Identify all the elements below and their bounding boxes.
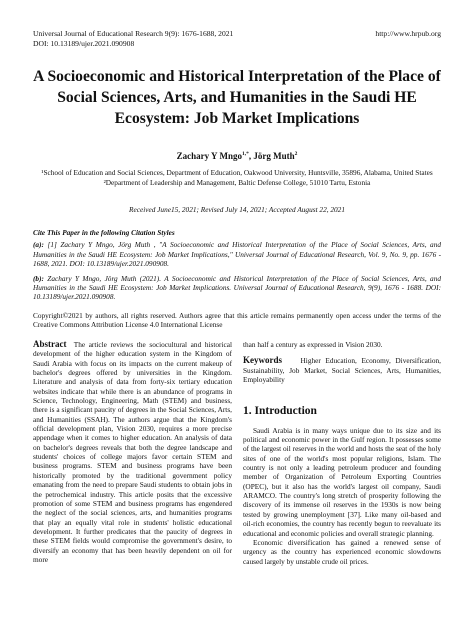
- citation-text: Zachary Y Mngo, Jörg Muth (2021). A Socioeconomic and Historical Interpretation of the Place of Social Sciences, Arts, and Humanities in the Saudi HE Ecosystem: Job Market Implications. Universal Journal of Educational Research, 9(9), 1676 - 1688. DOI: 10.13189/ujer.2021.090908.: [33, 273, 441, 302]
- abstract-text: The article reviews the sociocultural and historical development of the higher education system in the Kingdom of Saudi Arabia with focus on its impacts on the current makeup of bachelor's degrees offered by universities in the Kingdom. Literature and analysis of data from forty-six tertiary education websites indicate that while there is an abundance of programs in Science, Technology, Engineering, Math (STEM) and business, there is a significant paucity of degrees in the Social Sciences, Arts, and Humanities (SSAH). The authors argue that the Kingdom's official development plan, Vision 2030, requires a more precise appendage when it comes to higher education. An analysis of data on bachelor's degrees reveals that both the degree landscape and students' choices of college majors favor certain STEM and business programs. STEM and business programs have been historically promoted by the traditional government policy emanating from the need to prepare Saudi students to obtain jobs in the petrochemical industry. This article posits that the excessive promotion of some STEM and business programs has engendered the neglect of the social sciences, arts, and humanities programs that play an equally vital role in students' holistic educational development. It further predicates that the paucity of degrees in these STEM fields would compromise the government's desire, to diversify an economy that has been heavily dependent on oil for more: [33, 340, 232, 564]
- citation-block: [33, 228, 441, 307]
- author-affil-mark: 1,*: [241, 151, 249, 157]
- doi-line: DOI: 10.13189/ujer.2021.090908: [33, 39, 135, 48]
- author-line: [0, 151, 474, 161]
- received-dates: Received June15, 2021; Revised July 14, 2021; Accepted August 22, 2021: [129, 205, 345, 214]
- journal-url[interactable]: http://www.hrpub.org: [375, 29, 441, 38]
- author-name: Jörg Muth: [253, 151, 295, 161]
- citation-text: [1] Zachary Y Mngo, Jörg Muth , "A Socioeconomic and Historical Interpretation of the Place of Social Sciences, Arts, and Humanities in the Saudi HE Ecosystem: Job Market Implications," Universal Journal of Educational Research, Vol. 9, No. 9, pp. 1676 - 1688, 2021. DOI: 10.13189/ujer.2021.090908.: [33, 240, 441, 269]
- author-separator: ,: [248, 151, 254, 161]
- citation-label: (a):: [33, 240, 44, 250]
- affiliations: [20, 168, 454, 187]
- affiliation: ¹School of Education and Social Sciences, Department of Education, Oakwood University, Huntsville, 35896, Alabama, United States: [41, 168, 433, 177]
- citation-label: (b):: [33, 273, 44, 283]
- abstract-label: Abstract: [33, 339, 67, 349]
- journal-citation: Universal Journal of Educational Research 9(9): 1676-1688, 2021: [33, 29, 234, 38]
- author-affil-mark: 2: [294, 151, 298, 157]
- author-name: Zachary Y Mngo: [176, 151, 242, 161]
- running-header: [33, 29, 441, 49]
- affiliation: ²Department of Leadership and Management, Baltic Defense College, 51010 Tartu, Estonia: [103, 177, 371, 187]
- citation-heading: Cite This Paper in the following Citation Styles: [33, 228, 175, 237]
- citation-style-a: [33, 240, 441, 268]
- keywords-text: Higher Education, Economy, Diversification, Sustainability, Job Market, Social Sciences, Arts, Humanities, Employability: [243, 356, 441, 385]
- citation-style-b: [33, 274, 441, 302]
- left-column: [33, 340, 232, 564]
- right-column: [243, 340, 441, 566]
- paragraph: Economic diversification has gained a renewed sense of urgency as the country has experienced economic slowdowns caused largely by unstable crude oil prices.: [243, 537, 441, 566]
- keywords-block: [243, 356, 441, 384]
- section-heading: 1. Introduction: [243, 405, 317, 418]
- keywords-label: Keywords: [243, 355, 282, 366]
- paragraph: Saudi Arabia is in many ways unique due to its size and its political and economic power in the Gulf region. It possesses some of the largest oil reserves in the world and hosts the seat of the holy sites of one of the world's most popular religions, Islam. The country is not only a leading petroleum producer and founding member of Organization of Petroleum Exporting Countries (OPEC), but it also has the world's largest oil company, Saudi ARAMCO. The country's long stretch of prosperity following the discovery of its immense oil reserves in the 1930s is now being tested by growing unemployment [37]. Like many oil-based and oil-rich economies, the country has recently begun to reevaluate its educational and economic policies and overall strategic planning.: [243, 425, 441, 538]
- abstract-continuation: than half a century as expressed in Vision 2030.: [243, 340, 383, 349]
- paper-title: A Socioeconomic and Historical Interpretation of the Place of Social Sciences, Arts, and Humanities in the Saudi HE Ecosystem: Job Market Implications: [33, 68, 441, 127]
- copyright-notice: Copyright©2021 by authors, all rights reserved. Authors agree that this article remains permanently open access under the terms of the Creative Commons Attribution License 4.0 International License: [33, 311, 441, 330]
